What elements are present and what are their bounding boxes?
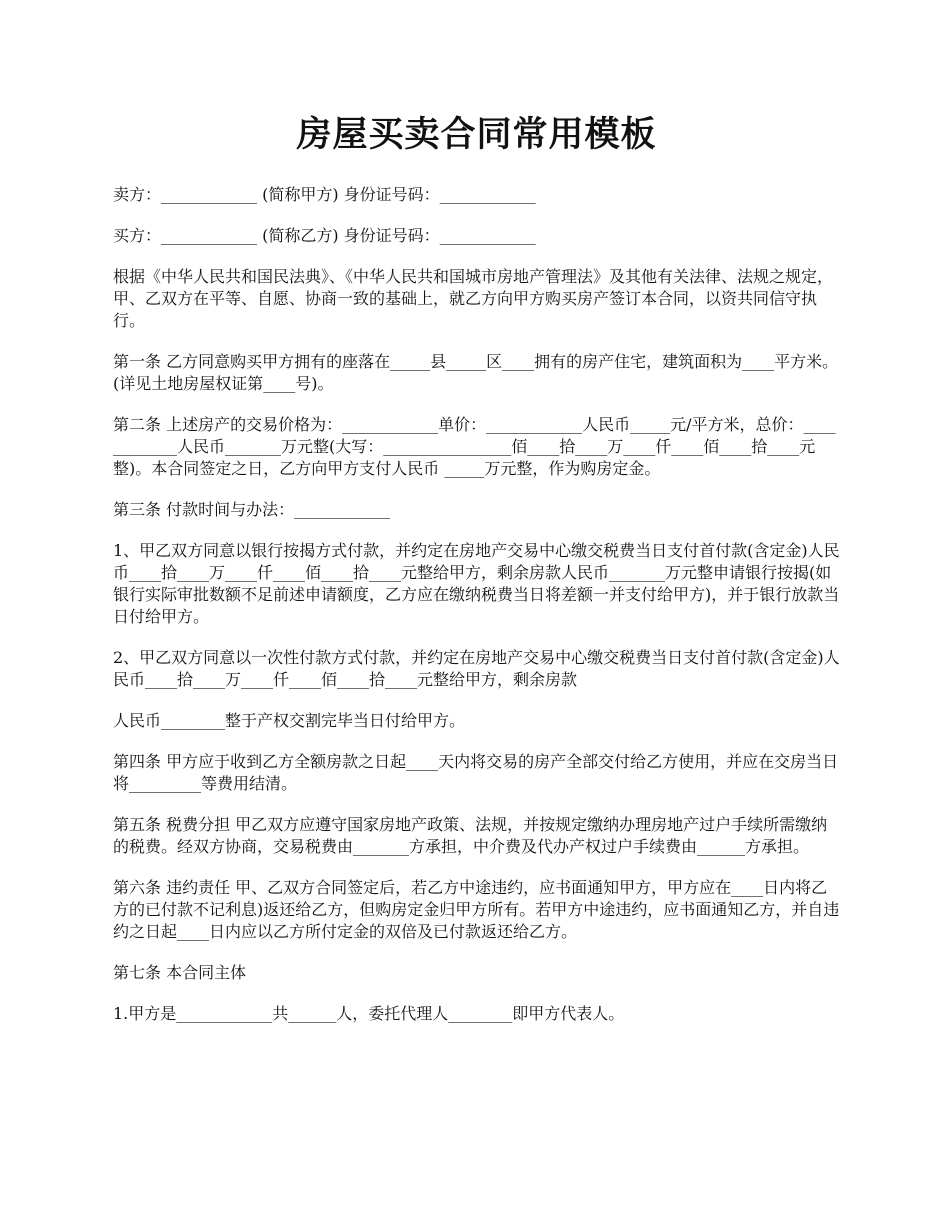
article-5-paragraph: 第五条 税费分担 甲乙双方应遵守国家房地产政策、法规，并按规定缴纳办理房地产过户手续所需缴纳的税费。经双方协商，交易税费由_______方承担，中介费及代办产权过户手续费由______方承担。	[113, 815, 828, 856]
buyer-line: 买方：____________ (简称乙方) 身份证号码：____________	[113, 226, 536, 245]
seller-line: 卖方：____________ (简称甲方) 身份证号码：____________	[113, 185, 536, 204]
remaining-payment-paragraph: 人民币________整于产权交割完毕当日付给甲方。	[113, 711, 466, 730]
article-4-paragraph: 第四条 甲方应于收到乙方全额房款之日起____天内将交易的房产全部交付给乙方使用，并应在交房当日将_________等费用结清。	[113, 752, 839, 793]
payment-option-1-paragraph: 1、甲乙双方同意以银行按揭方式付款，并约定在房地产交易中心缴交税费当日支付首付款(含定金)人民币____拾____万____仟____佰____拾____元整给甲方，剩余房款人民币_______万元整申请银行按揭(如银行实际审批数额不足前述申请额度，乙方应在缴纳税费当日将差额一并支付给甲方)，并于银行放款当日付给甲方。	[113, 541, 840, 626]
payment-option-2-paragraph: 2、甲乙双方同意以一次性付款方式付款，并约定在房地产交易中心缴交税费当日支付首付款(含定金)人民币____拾____万____仟____佰____拾____元整给甲方，剩余房款	[113, 648, 840, 689]
article-2-paragraph: 第二条 上述房产的交易价格为：____________单价：____________人民币_____元/平方米，总价：____________人民币_______万元整(大写：________________佰____拾____万____仟____佰____拾____元整)。本合同签定之日，乙方向甲方支付人民币 _____万元整，作为购房定金。	[113, 415, 836, 478]
article-7-item-1-paragraph: 1.甲方是____________共______人，委托代理人________即甲方代表人。	[113, 1004, 625, 1023]
article-1-paragraph: 第一条 乙方同意购买甲方拥有的座落在_____县_____区____拥有的房产住宅，建筑面积为____平方米。(详见土地房屋权证第____号)。	[113, 352, 839, 393]
document-title: 房屋买卖合同常用模板	[296, 115, 657, 155]
article-7-heading: 第七条 本合同主体	[113, 963, 247, 982]
article-3-heading: 第三条 付款时间与办法：____________	[113, 500, 391, 519]
article-6-paragraph: 第六条 违约责任 甲、乙双方合同签定后，若乙方中途违约，应书面通知甲方，甲方应在____日内将乙方的已付款不记利息)返还给乙方，但购房定金归甲方所有。若甲方中途违约，应书面通知乙方，并自违约之日起____日内应以乙方所付定金的双倍及已付款返还给乙方。	[113, 878, 840, 941]
preamble-paragraph: 根据《中华人民共和国民法典》、《中华人民共和国城市房地产管理法》及其他有关法律、法规之规定，甲、乙双方在平等、自愿、协商一致的基础上，就乙方向甲方购买房产签订本合同，以资共同信守执行。	[113, 267, 834, 330]
